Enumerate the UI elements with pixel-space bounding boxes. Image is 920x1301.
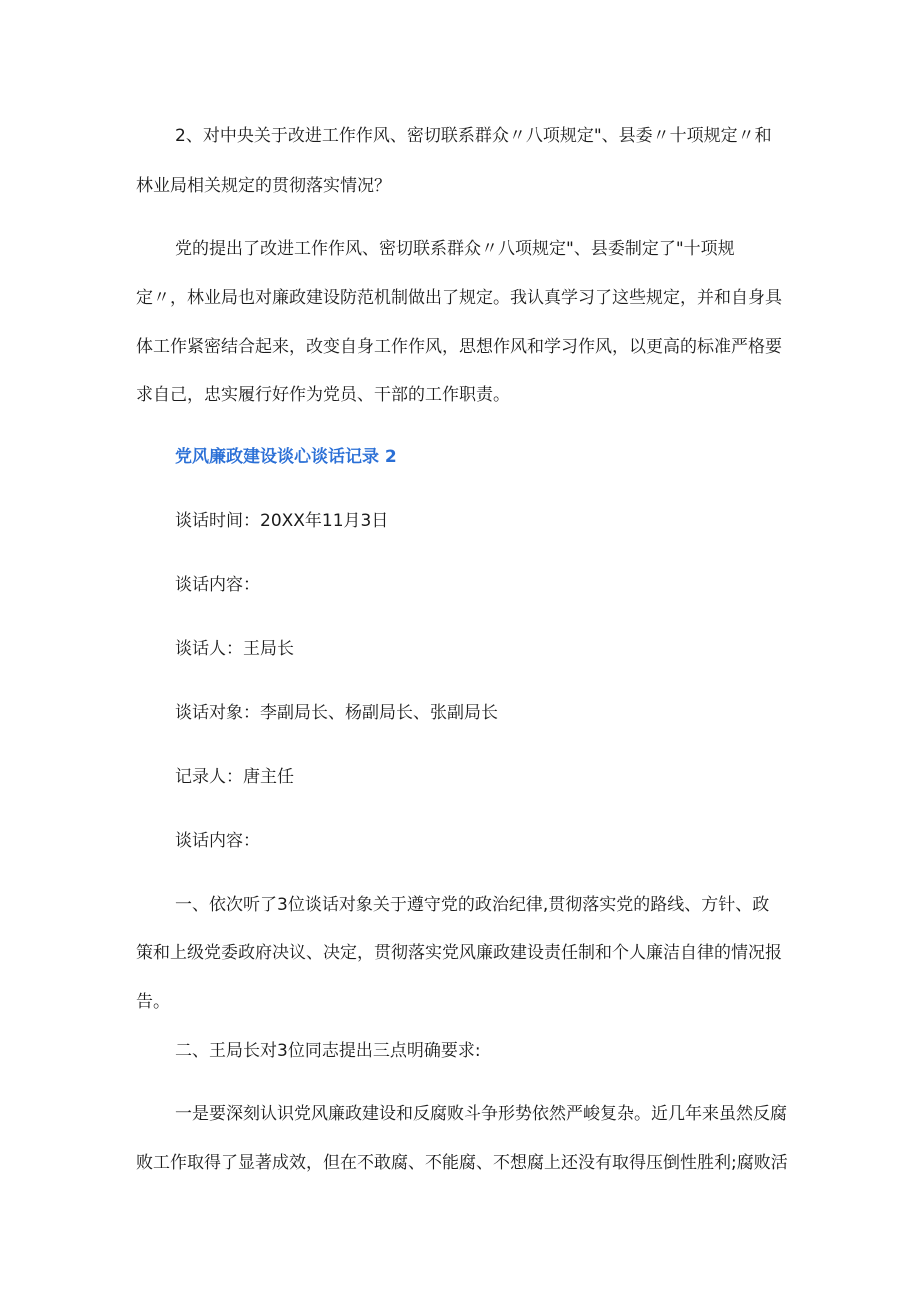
section-title: 党风廉政建设谈心谈话记录 2 xyxy=(175,447,397,467)
paragraph-1-line-1: 一、依次听了3位谈话对象关于遵守党的政治纪律,贯彻落实党的路线、方针、政 xyxy=(175,895,770,915)
talk-time: 谈话时间：20XX年11月3日 xyxy=(175,511,389,531)
paragraph-1-line-2: 策和上级党委政府决议、决定，贯彻落实党风廉政建设责任制和个人廉洁自律的情况报 xyxy=(136,943,782,963)
paragraph-2-line-1: 二、王局长对3位同志提出三点明确要求: xyxy=(175,1041,481,1061)
question-2-line-2: 林业局相关规定的贯彻落实情况？ xyxy=(136,176,391,196)
talk-content-label-2: 谈话内容： xyxy=(175,831,260,851)
answer-line-3: 体工作紧密结合起来，改变自身工作作风，思想作风和学习作风，以更高的标准严格要 xyxy=(136,337,782,357)
paragraph-3-line-1: 一是要深刻认识党风廉政建设和反腐败斗争形势依然严峻复杂。近几年来虽然反腐 xyxy=(175,1104,787,1124)
answer-line-4: 求自己，忠实履行好作为党员、干部的工作职责。 xyxy=(136,385,510,405)
talker: 谈话人：王局长 xyxy=(175,639,294,659)
answer-line-1: 党的提出了改进工作作风、密切联系群众〃八项规定"、县委制定了"十项规 xyxy=(175,239,735,259)
answer-line-2: 定〃，林业局也对廉政建设防范机制做出了规定。我认真学习了这些规定，并和自身具 xyxy=(136,288,782,308)
talk-target: 谈话对象：李副局长、杨副局长、张副局长 xyxy=(175,703,498,723)
paragraph-3-line-2: 败工作取得了显著成效，但在不敢腐、不能腐、不想腐上还没有取得压倒性胜利;腐败活 xyxy=(136,1153,788,1173)
paragraph-1-line-3: 告。 xyxy=(136,992,170,1012)
question-2-line-1: 2、对中央关于改进工作作风、密切联系群众〃八项规定"、县委〃十项规定〃和 xyxy=(175,126,772,146)
talk-content-label: 谈话内容： xyxy=(175,575,260,595)
recorder: 记录人：唐主任 xyxy=(175,767,294,787)
